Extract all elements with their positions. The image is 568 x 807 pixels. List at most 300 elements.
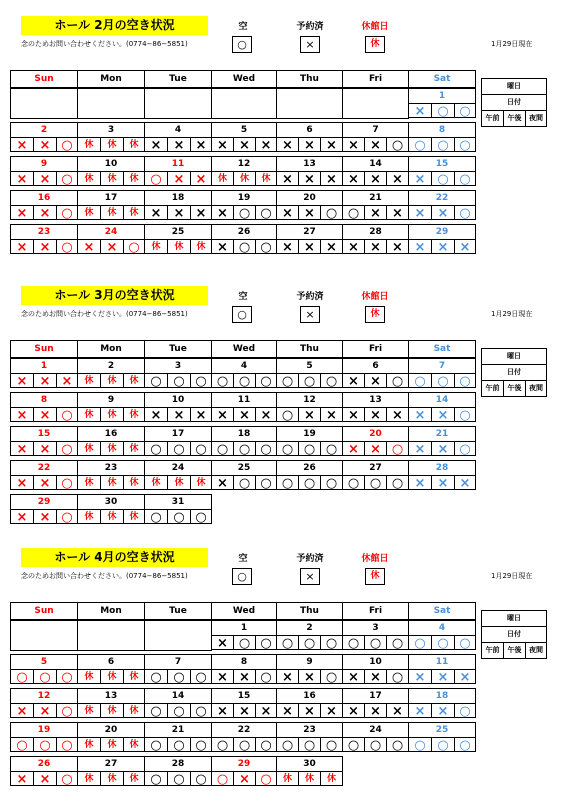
slot-night: ○ bbox=[56, 205, 78, 220]
weekday-header: Fri bbox=[342, 602, 409, 620]
slot-night: × bbox=[56, 373, 78, 388]
slot-night: × bbox=[320, 239, 343, 254]
contact-note: 念のためお問い合わせください。(0774−86−5851) bbox=[21, 572, 188, 580]
day-number: 24 bbox=[342, 722, 409, 738]
slot-night: × bbox=[386, 407, 409, 422]
slot-am: × bbox=[211, 137, 234, 152]
slot-am: ○ bbox=[276, 373, 299, 388]
as-of-date: 1月29日現在 bbox=[491, 310, 533, 318]
day-number: 8 bbox=[408, 122, 476, 138]
slot-am: × bbox=[211, 475, 234, 490]
slot-am: × bbox=[276, 137, 299, 152]
day-number: 27 bbox=[77, 756, 145, 772]
side-night-label: 夜間 bbox=[525, 380, 547, 397]
slot-pm: ○ bbox=[298, 737, 321, 752]
slot-am: 休 bbox=[77, 669, 101, 684]
slot-pm: × bbox=[431, 475, 455, 490]
day-number: 28 bbox=[408, 460, 476, 476]
slot-am: × bbox=[276, 703, 299, 718]
slot-pm: × bbox=[233, 669, 256, 684]
month-title: ホール 4月の空き状況 bbox=[21, 548, 208, 567]
slot-am: ○ bbox=[144, 171, 168, 186]
day-number: 7 bbox=[144, 654, 212, 670]
slot-am: 休 bbox=[77, 703, 101, 718]
slot-am: × bbox=[10, 441, 34, 456]
slot-night: ○ bbox=[190, 509, 212, 524]
side-am-label: 午前 bbox=[481, 110, 504, 127]
slot-am: × bbox=[408, 475, 432, 490]
day-number: 28 bbox=[342, 224, 409, 240]
slot-pm: × bbox=[33, 205, 57, 220]
slot-am: ○ bbox=[408, 737, 432, 752]
day-number: 10 bbox=[144, 392, 212, 408]
slot-pm: × bbox=[167, 407, 191, 422]
slot-night: ○ bbox=[386, 737, 409, 752]
day-number: 6 bbox=[276, 122, 343, 138]
day-number: 14 bbox=[144, 688, 212, 704]
day-number: 4 bbox=[211, 358, 277, 374]
empty-day-cell bbox=[211, 88, 277, 119]
day-number: 25 bbox=[211, 460, 277, 476]
slot-am: ○ bbox=[342, 205, 365, 220]
day-number: 12 bbox=[276, 392, 343, 408]
slot-night: 休 bbox=[123, 441, 145, 456]
slot-pm: × bbox=[33, 509, 57, 524]
month-title: ホール 2月の空き状況 bbox=[21, 16, 208, 35]
weekday-header: Sun bbox=[10, 602, 78, 620]
slot-am: × bbox=[276, 205, 299, 220]
legend-closed-label: 休館日 bbox=[361, 292, 389, 302]
weekday-header: Mon bbox=[77, 340, 145, 358]
day-number: 21 bbox=[144, 722, 212, 738]
day-number: 17 bbox=[77, 190, 145, 206]
slot-night: ○ bbox=[56, 137, 78, 152]
slot-night: × bbox=[320, 703, 343, 718]
empty-day-cell bbox=[77, 88, 145, 119]
slot-am: ○ bbox=[211, 441, 234, 456]
slot-am: × bbox=[408, 669, 432, 684]
slot-pm: 休 bbox=[100, 475, 124, 490]
day-number: 20 bbox=[342, 426, 409, 442]
day-number: 23 bbox=[10, 224, 78, 240]
slot-am: × bbox=[211, 205, 234, 220]
slot-am: ○ bbox=[144, 441, 168, 456]
slot-am: ○ bbox=[276, 475, 299, 490]
slot-night: 休 bbox=[190, 239, 212, 254]
slot-night: ○ bbox=[123, 239, 145, 254]
day-number: 13 bbox=[77, 688, 145, 704]
slot-am: × bbox=[408, 703, 432, 718]
slot-pm: ○ bbox=[167, 441, 191, 456]
slot-pm: 休 bbox=[100, 509, 124, 524]
day-number: 4 bbox=[408, 620, 476, 636]
slot-pm: × bbox=[364, 669, 387, 684]
slot-pm: ○ bbox=[298, 441, 321, 456]
slot-night: ○ bbox=[56, 239, 78, 254]
day-number: 11 bbox=[144, 156, 212, 172]
day-number: 18 bbox=[211, 426, 277, 442]
slot-night: ○ bbox=[190, 737, 212, 752]
slot-night: ○ bbox=[190, 441, 212, 456]
slot-am: ○ bbox=[144, 373, 168, 388]
day-number: 21 bbox=[408, 426, 476, 442]
slot-pm: × bbox=[364, 703, 387, 718]
legend-closed-label: 休館日 bbox=[361, 554, 389, 564]
slot-am: × bbox=[10, 407, 34, 422]
legend-vacant-symbol: ○ bbox=[232, 568, 252, 585]
day-number: 5 bbox=[211, 122, 277, 138]
day-number: 13 bbox=[276, 156, 343, 172]
slot-pm: ○ bbox=[364, 737, 387, 752]
slot-pm: × bbox=[431, 669, 455, 684]
slot-pm: ○ bbox=[431, 373, 455, 388]
day-number: 26 bbox=[276, 460, 343, 476]
weekday-header: Tue bbox=[144, 602, 212, 620]
slot-pm: × bbox=[298, 137, 321, 152]
day-number: 7 bbox=[342, 122, 409, 138]
slot-night: ○ bbox=[320, 475, 343, 490]
day-number: 30 bbox=[276, 756, 343, 772]
slot-pm: ○ bbox=[33, 737, 57, 752]
slot-am: 休 bbox=[77, 737, 101, 752]
side-date-label: 日付 bbox=[481, 94, 547, 111]
slot-night: × bbox=[454, 669, 476, 684]
slot-night: ○ bbox=[454, 737, 476, 752]
slot-night: ○ bbox=[320, 737, 343, 752]
day-number: 30 bbox=[77, 494, 145, 510]
slot-night: 休 bbox=[123, 509, 145, 524]
slot-night: ○ bbox=[190, 669, 212, 684]
slot-night: ○ bbox=[454, 103, 476, 118]
month-section bbox=[0, 540, 568, 802]
slot-pm: × bbox=[298, 407, 321, 422]
slot-pm: ○ bbox=[167, 373, 191, 388]
slot-pm: ○ bbox=[364, 475, 387, 490]
slot-pm: × bbox=[167, 171, 191, 186]
slot-night: 休 bbox=[190, 475, 212, 490]
day-number: 17 bbox=[144, 426, 212, 442]
slot-am: 休 bbox=[77, 441, 101, 456]
day-number: 10 bbox=[342, 654, 409, 670]
slot-am: ○ bbox=[276, 407, 299, 422]
day-number: 18 bbox=[408, 688, 476, 704]
slot-night: × bbox=[386, 205, 409, 220]
slot-am: ○ bbox=[211, 737, 234, 752]
slot-night: × bbox=[255, 137, 277, 152]
slot-pm: ○ bbox=[233, 737, 256, 752]
slot-am: × bbox=[342, 171, 365, 186]
slot-pm: × bbox=[33, 373, 57, 388]
weekday-header: Wed bbox=[211, 340, 277, 358]
slot-am: × bbox=[211, 669, 234, 684]
slot-am: ○ bbox=[408, 137, 432, 152]
slot-night: ○ bbox=[56, 407, 78, 422]
slot-pm: 休 bbox=[167, 239, 191, 254]
legend-closed-symbol: 休 bbox=[365, 568, 385, 585]
slot-pm: ○ bbox=[233, 205, 256, 220]
day-number: 25 bbox=[408, 722, 476, 738]
slot-pm: ○ bbox=[167, 703, 191, 718]
slot-pm: ○ bbox=[33, 669, 57, 684]
day-number: 16 bbox=[77, 426, 145, 442]
day-number: 11 bbox=[211, 392, 277, 408]
slot-night: 休 bbox=[123, 669, 145, 684]
day-number: 29 bbox=[408, 224, 476, 240]
slot-pm: ○ bbox=[233, 635, 256, 650]
slot-night: ○ bbox=[386, 635, 409, 650]
slot-am: × bbox=[10, 771, 34, 786]
day-number: 16 bbox=[10, 190, 78, 206]
slot-pm: ○ bbox=[233, 475, 256, 490]
slot-am: × bbox=[10, 509, 34, 524]
as-of-date: 1月29日現在 bbox=[491, 40, 533, 48]
slot-night: × bbox=[190, 171, 212, 186]
day-number: 17 bbox=[342, 688, 409, 704]
day-number: 22 bbox=[408, 190, 476, 206]
day-number: 26 bbox=[211, 224, 277, 240]
day-number: 3 bbox=[342, 620, 409, 636]
slot-night: 休 bbox=[123, 205, 145, 220]
day-number: 15 bbox=[211, 688, 277, 704]
weekday-header: Sat bbox=[408, 602, 476, 620]
slot-night: ○ bbox=[255, 373, 277, 388]
day-number: 27 bbox=[276, 224, 343, 240]
slot-night: ○ bbox=[255, 669, 277, 684]
slot-pm: × bbox=[33, 703, 57, 718]
weekday-header: Sun bbox=[10, 340, 78, 358]
slot-night: × bbox=[190, 137, 212, 152]
slot-am: × bbox=[211, 635, 234, 650]
slot-am: 休 bbox=[77, 373, 101, 388]
slot-night: ○ bbox=[454, 205, 476, 220]
slot-pm: 休 bbox=[100, 703, 124, 718]
slot-night: ○ bbox=[320, 373, 343, 388]
slot-am: × bbox=[408, 205, 432, 220]
as-of-date: 1月29日現在 bbox=[491, 572, 533, 580]
empty-day-cell bbox=[10, 620, 78, 651]
legend-closed-symbol: 休 bbox=[365, 36, 385, 53]
slot-pm: × bbox=[233, 137, 256, 152]
slot-pm: 休 bbox=[100, 669, 124, 684]
day-number: 9 bbox=[276, 654, 343, 670]
day-number: 20 bbox=[77, 722, 145, 738]
legend-reserved-symbol: × bbox=[300, 306, 320, 323]
slot-am: 休 bbox=[77, 171, 101, 186]
day-number: 29 bbox=[211, 756, 277, 772]
side-am-label: 午前 bbox=[481, 380, 504, 397]
empty-day-cell bbox=[144, 620, 212, 651]
day-number: 11 bbox=[408, 654, 476, 670]
slot-night: × bbox=[255, 703, 277, 718]
slot-night: ○ bbox=[56, 171, 78, 186]
slot-am: 休 bbox=[211, 171, 234, 186]
weekday-header: Thu bbox=[276, 340, 343, 358]
side-date-label: 日付 bbox=[481, 626, 547, 643]
slot-am: 休 bbox=[77, 137, 101, 152]
month-title: ホール 3月の空き状況 bbox=[21, 286, 208, 305]
slot-pm: × bbox=[431, 703, 455, 718]
slot-pm: × bbox=[431, 441, 455, 456]
slot-night: × bbox=[320, 407, 343, 422]
slot-am: ○ bbox=[408, 635, 432, 650]
legend-vacant-symbol: ○ bbox=[232, 306, 252, 323]
weekday-header: Wed bbox=[211, 70, 277, 88]
contact-note: 念のためお問い合わせください。(0774−86−5851) bbox=[21, 40, 188, 48]
slot-am: × bbox=[144, 205, 168, 220]
slot-am: × bbox=[408, 239, 432, 254]
side-pm-label: 午後 bbox=[503, 380, 526, 397]
day-number: 21 bbox=[342, 190, 409, 206]
day-number: 7 bbox=[408, 358, 476, 374]
slot-night: ○ bbox=[255, 205, 277, 220]
day-number: 24 bbox=[77, 224, 145, 240]
slot-night: 休 bbox=[123, 171, 145, 186]
slot-pm: × bbox=[33, 441, 57, 456]
slot-night: ○ bbox=[255, 635, 277, 650]
slot-night: 休 bbox=[123, 137, 145, 152]
slot-night: ○ bbox=[454, 407, 476, 422]
slot-pm: 休 bbox=[100, 441, 124, 456]
slot-pm: × bbox=[364, 137, 387, 152]
slot-am: × bbox=[408, 407, 432, 422]
weekday-header: Sat bbox=[408, 70, 476, 88]
slot-am: 休 bbox=[144, 239, 168, 254]
side-night-label: 夜間 bbox=[525, 642, 547, 659]
day-number: 28 bbox=[144, 756, 212, 772]
slot-am: ○ bbox=[276, 737, 299, 752]
slot-am: × bbox=[211, 407, 234, 422]
slot-night: ○ bbox=[56, 669, 78, 684]
legend-reserved-label: 予約済 bbox=[296, 22, 324, 32]
slot-am: × bbox=[276, 669, 299, 684]
weekday-header: Fri bbox=[342, 340, 409, 358]
slot-am: × bbox=[10, 171, 34, 186]
slot-pm: × bbox=[233, 703, 256, 718]
legend-vacant-label: 空 bbox=[238, 554, 248, 564]
slot-night: ○ bbox=[454, 703, 476, 718]
slot-am: ○ bbox=[10, 669, 34, 684]
slot-pm: ○ bbox=[167, 737, 191, 752]
side-pm-label: 午後 bbox=[503, 642, 526, 659]
slot-am: × bbox=[408, 103, 432, 118]
slot-night: × bbox=[320, 171, 343, 186]
slot-am: ○ bbox=[144, 669, 168, 684]
slot-night: 休 bbox=[123, 771, 145, 786]
day-number: 16 bbox=[276, 688, 343, 704]
day-number: 10 bbox=[77, 156, 145, 172]
empty-day-cell bbox=[342, 88, 409, 119]
slot-am: × bbox=[10, 239, 34, 254]
slot-am: ○ bbox=[342, 737, 365, 752]
weekday-header: Mon bbox=[77, 602, 145, 620]
slot-am: ○ bbox=[276, 441, 299, 456]
slot-pm: 休 bbox=[100, 771, 124, 786]
slot-night: ○ bbox=[320, 441, 343, 456]
day-number: 3 bbox=[144, 358, 212, 374]
slot-am: ○ bbox=[211, 771, 234, 786]
slot-night: ○ bbox=[454, 171, 476, 186]
day-number: 29 bbox=[10, 494, 78, 510]
day-number: 25 bbox=[144, 224, 212, 240]
slot-am: × bbox=[10, 703, 34, 718]
day-number: 13 bbox=[342, 392, 409, 408]
day-number: 1 bbox=[10, 358, 78, 374]
legend-reserved-symbol: × bbox=[300, 568, 320, 585]
slot-am: × bbox=[10, 137, 34, 152]
contact-note: 念のためお問い合わせください。(0774−86−5851) bbox=[21, 310, 188, 318]
slot-am: × bbox=[408, 441, 432, 456]
slot-pm: × bbox=[33, 475, 57, 490]
slot-pm: ○ bbox=[167, 669, 191, 684]
day-number: 6 bbox=[342, 358, 409, 374]
slot-am: ○ bbox=[144, 737, 168, 752]
slot-night: × bbox=[454, 475, 476, 490]
slot-pm: ○ bbox=[167, 771, 191, 786]
empty-day-cell bbox=[276, 88, 343, 119]
slot-am: × bbox=[276, 171, 299, 186]
slot-am: × bbox=[211, 239, 234, 254]
empty-day-cell bbox=[144, 88, 212, 119]
day-number: 15 bbox=[408, 156, 476, 172]
slot-am: × bbox=[342, 137, 365, 152]
slot-pm: × bbox=[364, 205, 387, 220]
slot-night: × bbox=[454, 239, 476, 254]
day-number: 3 bbox=[77, 122, 145, 138]
day-number: 20 bbox=[276, 190, 343, 206]
slot-pm: × bbox=[364, 407, 387, 422]
slot-pm: ○ bbox=[298, 475, 321, 490]
side-weekday-label: 曜日 bbox=[481, 610, 547, 627]
slot-am: × bbox=[77, 239, 101, 254]
slot-am: × bbox=[10, 475, 34, 490]
day-number: 8 bbox=[10, 392, 78, 408]
slot-am: × bbox=[342, 407, 365, 422]
slot-am: × bbox=[342, 239, 365, 254]
slot-pm: × bbox=[364, 171, 387, 186]
slot-pm: 休 bbox=[100, 137, 124, 152]
slot-pm: ○ bbox=[298, 373, 321, 388]
slot-night: ○ bbox=[320, 635, 343, 650]
slot-night: × bbox=[386, 239, 409, 254]
slot-pm: × bbox=[298, 703, 321, 718]
day-number: 5 bbox=[276, 358, 343, 374]
day-number: 19 bbox=[276, 426, 343, 442]
legend-reserved-label: 予約済 bbox=[296, 554, 324, 564]
slot-night: ○ bbox=[386, 441, 409, 456]
day-number: 19 bbox=[10, 722, 78, 738]
slot-night: ○ bbox=[255, 771, 277, 786]
slot-night: ○ bbox=[454, 635, 476, 650]
slot-night: × bbox=[386, 171, 409, 186]
slot-pm: × bbox=[33, 771, 57, 786]
slot-am: ○ bbox=[144, 771, 168, 786]
day-number: 1 bbox=[408, 88, 476, 104]
slot-night: ○ bbox=[386, 373, 409, 388]
slot-night: ○ bbox=[454, 373, 476, 388]
slot-night: ○ bbox=[386, 669, 409, 684]
slot-night: × bbox=[190, 205, 212, 220]
slot-am: 休 bbox=[77, 205, 101, 220]
day-number: 4 bbox=[144, 122, 212, 138]
legend-closed-symbol: 休 bbox=[365, 306, 385, 323]
slot-night: 休 bbox=[123, 475, 145, 490]
legend-reserved-label: 予約済 bbox=[296, 292, 324, 302]
slot-pm: × bbox=[233, 407, 256, 422]
day-number: 23 bbox=[276, 722, 343, 738]
slot-am: × bbox=[10, 205, 34, 220]
slot-pm: ○ bbox=[233, 441, 256, 456]
slot-pm: × bbox=[233, 771, 256, 786]
